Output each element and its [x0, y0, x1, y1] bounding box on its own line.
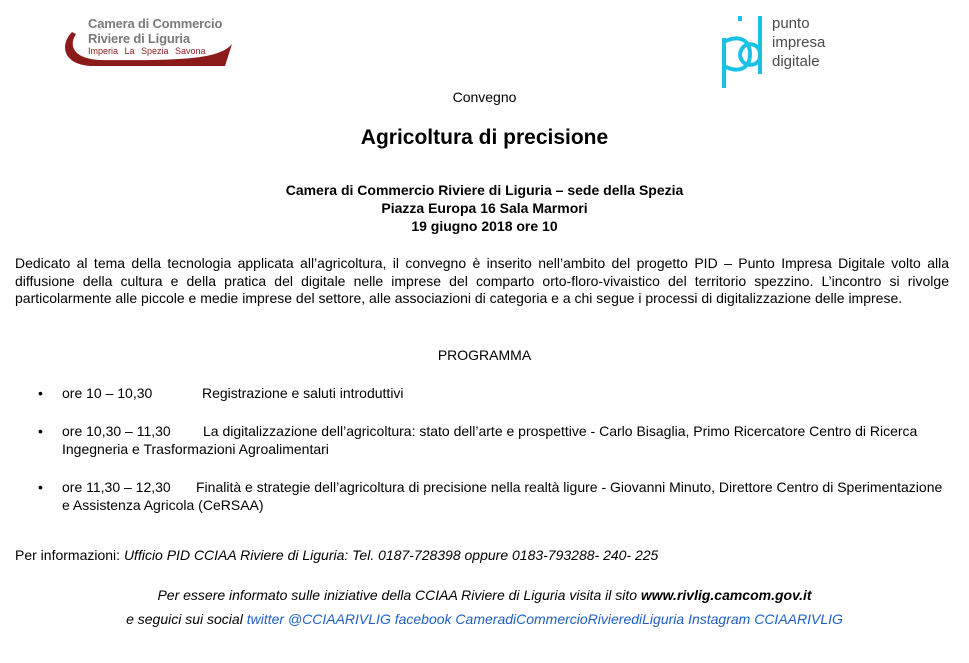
- website-link[interactable]: www.rivlig.camcom.gov.it: [640, 587, 812, 603]
- pid-logo: [720, 14, 850, 90]
- venue-line-1: Camera di Commercio Riviere di Liguria – sede della Spezia: [285, 182, 684, 198]
- footer-website-line: [0, 587, 969, 603]
- footer-social-prefix: e seguici sui social: [126, 611, 247, 627]
- logo-line-1: Camera di Commercio: [88, 16, 223, 31]
- programme-description: Registrazione e saluti introduttivi: [202, 385, 404, 401]
- contact-label: Per informazioni:: [15, 547, 124, 563]
- programme-time: ore 11,30 – 12,30: [62, 479, 171, 495]
- pid-word-1: punto: [772, 15, 810, 32]
- social-links[interactable]: twitter @CCIAARIVLIG facebook CameradiCommercioRivierediLiguria Instagram CCIAARIVLIG: [246, 611, 843, 627]
- pid-word-3: digitale: [772, 53, 820, 70]
- programme-item: [38, 384, 950, 402]
- pid-mark-icon: [720, 14, 768, 90]
- programme-item: [38, 478, 950, 514]
- event-type-label: Convegno: [452, 89, 517, 105]
- pid-logo-text: [772, 14, 825, 71]
- footer-website-prefix: Per essere informato sulle iniziative della CCIAA Riviere di Liguria visita il sito: [157, 587, 641, 603]
- programme-time: ore 10 – 10,30: [62, 385, 153, 401]
- programme-description: La digitalizzazione dell’agricoltura: stato dell’arte e prospettive - Carlo Bisaglia, Primo Ricercatore Centro di Ricerca Ingegneria e Trasformazioni Agroalimentari: [62, 423, 918, 457]
- logo-line-3: Imperia La Spezia Savona: [88, 46, 206, 56]
- bullet-icon: •: [38, 423, 43, 439]
- intro-paragraph: Dedicato al tema della tecnologia applicata all’agricoltura, il convegno è inserito nell’ambito del progetto PID – Punto Impresa Digitale volto alla diffusione della cultura e della pratica del digitale nelle imprese del comparto orto-floro-vivaistico del territorio spezzino. L’incontro si rivolge particolarmente alle piccole e medie imprese del settore, alle associazioni di categoria e a chi segue i processi di digitalizzazione delle imprese.: [15, 255, 949, 306]
- bullet-icon: •: [38, 385, 43, 401]
- programme-item: [38, 422, 950, 458]
- bullet-icon: •: [38, 479, 43, 495]
- camera-commercio-logo: [60, 14, 235, 74]
- programme-time: ore 10,30 – 11,30: [62, 423, 171, 439]
- pid-word-2: impresa: [772, 34, 826, 51]
- programme-description: Finalità e strategie dell’agricoltura di precisione nella realtà ligure - Giovanni Minuto, Direttore Centro di Sperimentazione e Assistenza Agricola (CeRSAA): [62, 479, 943, 513]
- contact-info: [15, 547, 658, 563]
- venue-line-3: 19 giugno 2018 ore 10: [411, 218, 558, 234]
- page-title: Agricoltura di precisione: [360, 126, 609, 149]
- venue-line-2: Piazza Europa 16 Sala Marmori: [381, 200, 588, 216]
- footer-social-line: [0, 611, 969, 627]
- contact-details: Ufficio PID CCIAA Riviere di Liguria: Tel. 0187-728398 oppure 0183-793288- 240- 225: [123, 547, 659, 563]
- programma-heading: PROGRAMMA: [437, 347, 532, 363]
- logo-line-2: Riviere di Liguria: [88, 31, 190, 46]
